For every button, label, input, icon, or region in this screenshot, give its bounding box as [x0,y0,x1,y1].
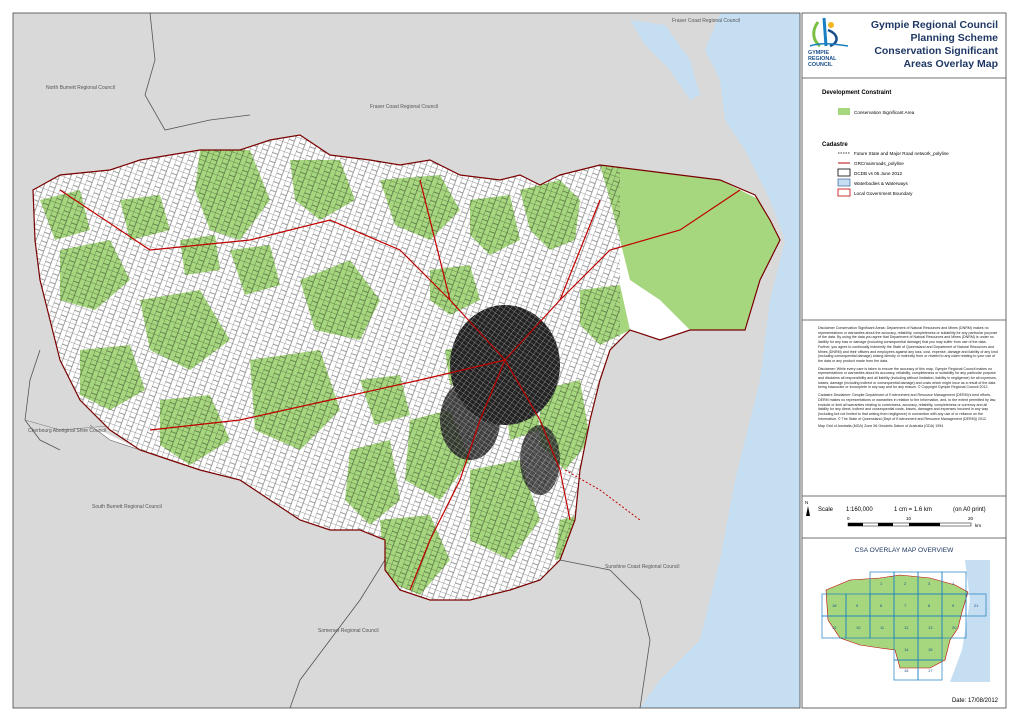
scale-ratio: 1:160,000 [846,507,873,513]
legend-item-future-road: Future State and Major Road network_polyline [854,151,949,156]
scale-tick-20: 20 [968,516,974,521]
overview-tile: 2 [904,581,907,586]
overview-tile: 19 [832,625,837,630]
legend-item-csa: Conservation Significant Area [854,110,915,115]
legend-item-mainroads: GRCmainroads_polyline [854,161,904,166]
overview-tile: 15 [928,647,933,652]
legend-symbol-water [838,179,850,186]
scale-tick-0: 0 [847,516,850,521]
legend-swatch-csa [838,108,850,115]
overview-tile: 3 [928,581,931,586]
overview-heading: CSA OVERLAY MAP OVERVIEW [854,547,954,554]
logo-text-1: GYMPIE [808,50,829,56]
map-label-north-burnett: North Burnett Regional Council [46,85,115,91]
logo-text-3: COUNCIL [808,62,833,68]
disclaimer-council: Disclaimer: While every care is taken to ensure the accuracy of this map, Gympie Regional Council makes no representations or warranties about its accuracy, reliability, completeness or suitability for any particular purpose and disclaims all responsibility and all liability (including without limitation, liability in negligence) for all expenses, losses, damage (including indirect or consequential damage) and costs which might incur as a result of the data being inaccurate or incomplete in any way and for any reason. © Copyright Gympie Regional Council 2012. [818,366,997,390]
map-date: Date: 17/08/2012 [951,698,998,704]
cadastre-heading: Cadastre [822,142,848,148]
scale-equivalent: 1 cm = 1.6 km [894,507,932,513]
title-line-1: Gympie Regional Council [870,19,998,31]
overview-tile: 12 [904,625,909,630]
map-label-fraser-coast-2: Fraser Coast Regional Council [370,104,439,110]
map-label-sunshine-coast: Sunshine Coast Regional Council [605,564,680,570]
legend-item-water: Waterbodies & Waterways [854,181,908,186]
overview-tile: 1 [880,581,883,586]
scale-unit: km [975,523,982,528]
logo-text-2: REGIONAL [808,56,837,62]
title-line-3: Conservation Significant [874,45,998,57]
title-line-4: Areas Overlay Map [903,58,998,70]
scale-print-note: (on A0 print) [953,507,986,513]
overview-tile: 6 [880,603,883,608]
overview-tile: 18 [832,603,837,608]
overview-tile: 21 [974,603,979,608]
overview-tile: 14 [904,647,909,652]
overview-tile: 10 [856,625,861,630]
overview-tile: 20 [952,625,957,630]
overview-tile: 5 [856,603,859,608]
overview-tile: 4 [952,581,955,586]
overview-map [818,560,990,682]
overview-tile: 8 [928,603,931,608]
disclaimer-cadastre: Cadastre Disclaimer: Despite Department of Environment and Resource Management (DERM)'s best efforts, DERM makes no representations or warranties in relation to the Information, and, to the extent permitted by law, exclude or limit all warranties relating to correctness, accuracy, reliability, completeness or currency and all liability for any direct, indirect and consequential costs, losses, damages and expenses incurred in any way (including but not limited to that arising from negligence) in connection with any use of or reliance on the Information. © The State of Queensland (Dept of Environment and Resource Management (DERM)) 2012. [818,393,996,421]
map-label-south-burnett: South Burnett Regional Council [92,504,162,510]
legend-symbol-dcdb [838,169,850,176]
legend-heading: Development Constraint [822,90,892,96]
disclaimer-csa: Disclaimer Conservation Significant Areas: Department of Natural Resources and Mines (DNRM) makes no representations or warranties about the accuracy, reliability, completeness or suitability for any particular purpose of the data. By using the data you agree that Department of Natural Resources and Mines (DNRM) is under no liability for any loss or damage (including consequential damage) that you may suffer from use of the data. Further, you agree to continually indemnify the State of Queensland and Department of Natural Resources and Mines (DNRM) and their officers and employees against any loss, cost, expense, damage and liability of any kind (including consequential damage) arising directly or indirectly from or related to any claim relating to your use of the data or any product made from the data. [818,326,998,363]
disclaimer-block [818,326,998,492]
overview-tile: 7 [904,603,907,608]
scale-label: Scale [818,507,834,513]
legend-item-dcdb: DCDB vs 05 June 2012 [854,171,903,176]
disclaimer-datum: Map Grid of Australia (MGA) Zone 56 Geodetic Datum of Australia (GDA) 1994 [818,424,944,429]
overview-tile: 16 [904,668,909,673]
map-label-cherbourg: Cherbourg Aboriginal Shire Council [28,428,107,434]
legend-item-lga: Local Government Boundary [854,191,913,196]
map-label-fraser-coast: Fraser Coast Regional Council [672,18,741,24]
overview-tile: 17 [928,668,933,673]
north-label: N [805,500,809,505]
scale-tick-10: 10 [906,516,912,521]
scale-bar [848,523,971,526]
overview-tile: 13 [928,625,933,630]
title-line-2: Planning Scheme [910,32,998,44]
legend-symbol-lga [838,189,850,196]
overview-tile: 11 [880,625,885,630]
map-label-somerset: Somerset Regional Council [318,628,379,634]
overview-tile: 9 [952,603,955,608]
